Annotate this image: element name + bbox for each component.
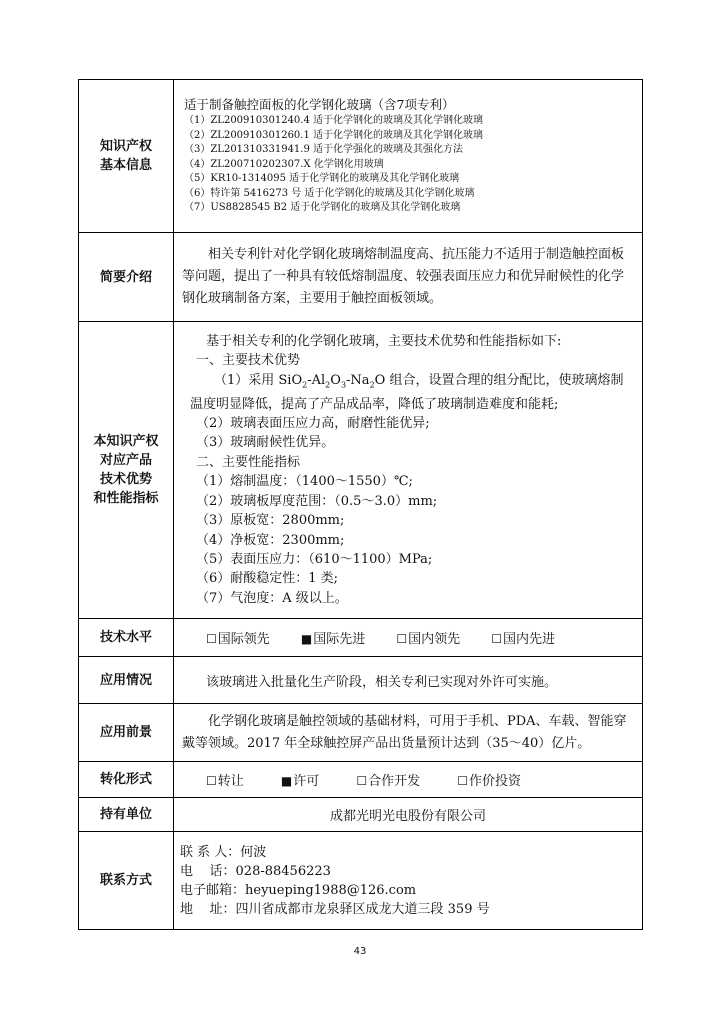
row-advantages [79, 322, 643, 619]
option-label: 作价投资 [468, 774, 521, 789]
subscript: 2 [369, 380, 375, 390]
subscript: 3 [340, 380, 347, 390]
option-intl-leading [206, 632, 270, 647]
row-intro [79, 233, 643, 322]
metric-item: （4）净板宽：2300mm; [196, 532, 345, 548]
subscript: 2 [302, 380, 308, 390]
metric-item: （6）耐酸稳定性：1 类; [196, 571, 339, 587]
option-label: 国际领先 [217, 632, 270, 647]
label-tech-level: 技术水平 [79, 619, 174, 657]
label-prospect: 应用前景 [79, 704, 174, 762]
patent-item: （4）ZL200710202307.X 化学钢化用玻璃 [184, 158, 384, 170]
patent-item: （6）特许第 5416273 号 适于化学钢化的玻璃及其化学钢化玻璃 [184, 187, 475, 199]
label-line: 基本信息 [99, 158, 152, 173]
advantage-item [174, 371, 642, 395]
advantage-item: （2）玻璃表面压应力高，耐磨性能优异; [196, 416, 430, 432]
advantage-item: （3）玻璃耐候性优异。 [196, 435, 335, 451]
section-heading: 一、主要技术优势 [196, 353, 301, 369]
label-line: 对应产品 [99, 453, 152, 468]
label-line: 技术优势 [99, 472, 152, 487]
option-label: 国内领先 [408, 632, 461, 647]
checkbox-icon: ☐ [491, 632, 502, 646]
application-text: 该玻璃进入批量化生产阶段，相关专利已实现对外许可实施。 [206, 674, 558, 690]
row-transfer [79, 762, 643, 798]
metric-item: （1）熔制温度：（1400～1550）℃; [196, 474, 413, 490]
row-prospect [79, 704, 643, 762]
option-label: 国际先进 [313, 632, 366, 647]
checkbox-checked-icon: ■ [280, 774, 293, 788]
patent-item: （5）KR10-1314095 适于化学钢化的玻璃及其化学钢化玻璃 [184, 173, 460, 185]
text: -Al [307, 372, 326, 388]
metric-item: （3）原板宽：2800mm; [196, 513, 345, 529]
transfer-options [174, 762, 643, 798]
label-application: 应用情况 [79, 657, 174, 704]
checkbox-checked-icon: ■ [300, 632, 313, 646]
advantages-intro: 基于相关专利的化学钢化玻璃，主要技术优势和性能指标如下: [206, 333, 562, 349]
option-label: 转让 [217, 774, 244, 789]
option-intl-advanced [301, 632, 365, 647]
section-heading: 二、主要性能指标 [196, 454, 301, 470]
text: O [330, 372, 341, 388]
label-contact: 联系方式 [79, 832, 174, 930]
option-license [281, 774, 319, 789]
label-advantages [79, 322, 174, 619]
patent-item: （3）ZL201310331941.9 适于化学强化的玻璃及其强化方法 [184, 144, 464, 156]
row-application [79, 657, 643, 704]
info-table [78, 79, 643, 930]
metric-item: （7）气泡度：A 级以上。 [196, 590, 348, 606]
application-content [174, 657, 643, 704]
contact-address: 地 址：四川省成都市龙泉驿区成龙大道三段 359 号 [180, 901, 490, 917]
patent-item: （2）ZL200910301260.1 适于化学钢化的玻璃及其化学钢化玻璃 [184, 129, 484, 141]
patent-group-title: 适于制备触控面板的化学钢化玻璃（含7项专利） [184, 97, 455, 113]
checkbox-icon: ☐ [396, 632, 408, 646]
contact-email: 电子邮箱：heyueping1988@126.com [180, 882, 417, 898]
subscript: 2 [325, 380, 331, 390]
contact-content [174, 832, 643, 930]
row-ip-info [79, 80, 643, 233]
metric-item: （5）表面压应力：（610～1100）MPa; [196, 551, 433, 567]
row-tech-level [79, 619, 643, 657]
option-cooperation [356, 774, 420, 789]
prospect-text: 化学钢化玻璃是触控领域的基础材料，可用于手机、PDA、车载、智能穿戴等领域。2017 年全球触控屏产品出货量预计达到（35～40）亿片。 [182, 713, 627, 751]
option-label: 合作开发 [368, 774, 421, 789]
checkbox-icon: ☐ [356, 774, 368, 788]
ip-info-content [174, 80, 643, 233]
contact-phone: 电 话：028-88456223 [180, 863, 331, 879]
contact-person: 联 系 人：何波 [180, 844, 267, 860]
metric-item: （2）玻璃板厚度范围：（0.5～3.0）mm; [196, 493, 438, 509]
patent-item: （1）ZL200910301240.4 适于化学钢化的玻璃及其化学钢化玻璃 [184, 115, 484, 127]
label-line: 和性能指标 [93, 491, 159, 506]
row-owner [79, 798, 643, 832]
label-ip-info [79, 80, 174, 233]
option-label: 许可 [293, 774, 320, 789]
label-owner: 持有单位 [79, 798, 174, 832]
option-transfer [206, 774, 244, 789]
owner-text: 成都光明光电股份有限公司 [174, 798, 643, 832]
text: -Na [346, 372, 370, 388]
option-domestic-leading [396, 632, 460, 647]
checkbox-icon: ☐ [457, 774, 468, 788]
checkbox-icon: ☐ [206, 632, 217, 646]
row-contact [79, 832, 643, 930]
label-transfer: 转化形式 [79, 762, 174, 798]
advantage-item-cont: 温度明显降低，提高了产品成品率，降低了玻璃制造难度和能耗; [190, 396, 559, 412]
checkbox-icon: ☐ [206, 774, 217, 788]
option-investment [457, 774, 521, 789]
text: （1）采用 SiO [214, 372, 303, 388]
text: O 组合，设置合理的组分配比，使玻璃熔制 [374, 372, 624, 388]
intro-content [174, 233, 643, 322]
intro-text: 相关专利针对化学钢化玻璃熔制温度高、抗压能力不适用于制造触控面板等问题，提出了一种具有较低熔制温度、较强表面压应力和优异耐候性的化学钢化玻璃制备方案，主要用于触控面板领域。 [182, 247, 625, 306]
patent-item: （7）US8828545 B2 适于化学钢化的玻璃及其化学钢化玻璃 [184, 202, 461, 214]
label-line: 本知识产权 [93, 434, 159, 449]
label-line: 知识产权 [99, 139, 152, 154]
option-label: 国内先进 [502, 632, 555, 647]
prospect-content [174, 704, 643, 762]
option-domestic-advanced [491, 632, 555, 647]
page-number: 43 [353, 946, 367, 957]
advantages-content [174, 322, 643, 619]
label-intro: 简要介绍 [79, 233, 174, 322]
tech-level-options [174, 619, 643, 657]
